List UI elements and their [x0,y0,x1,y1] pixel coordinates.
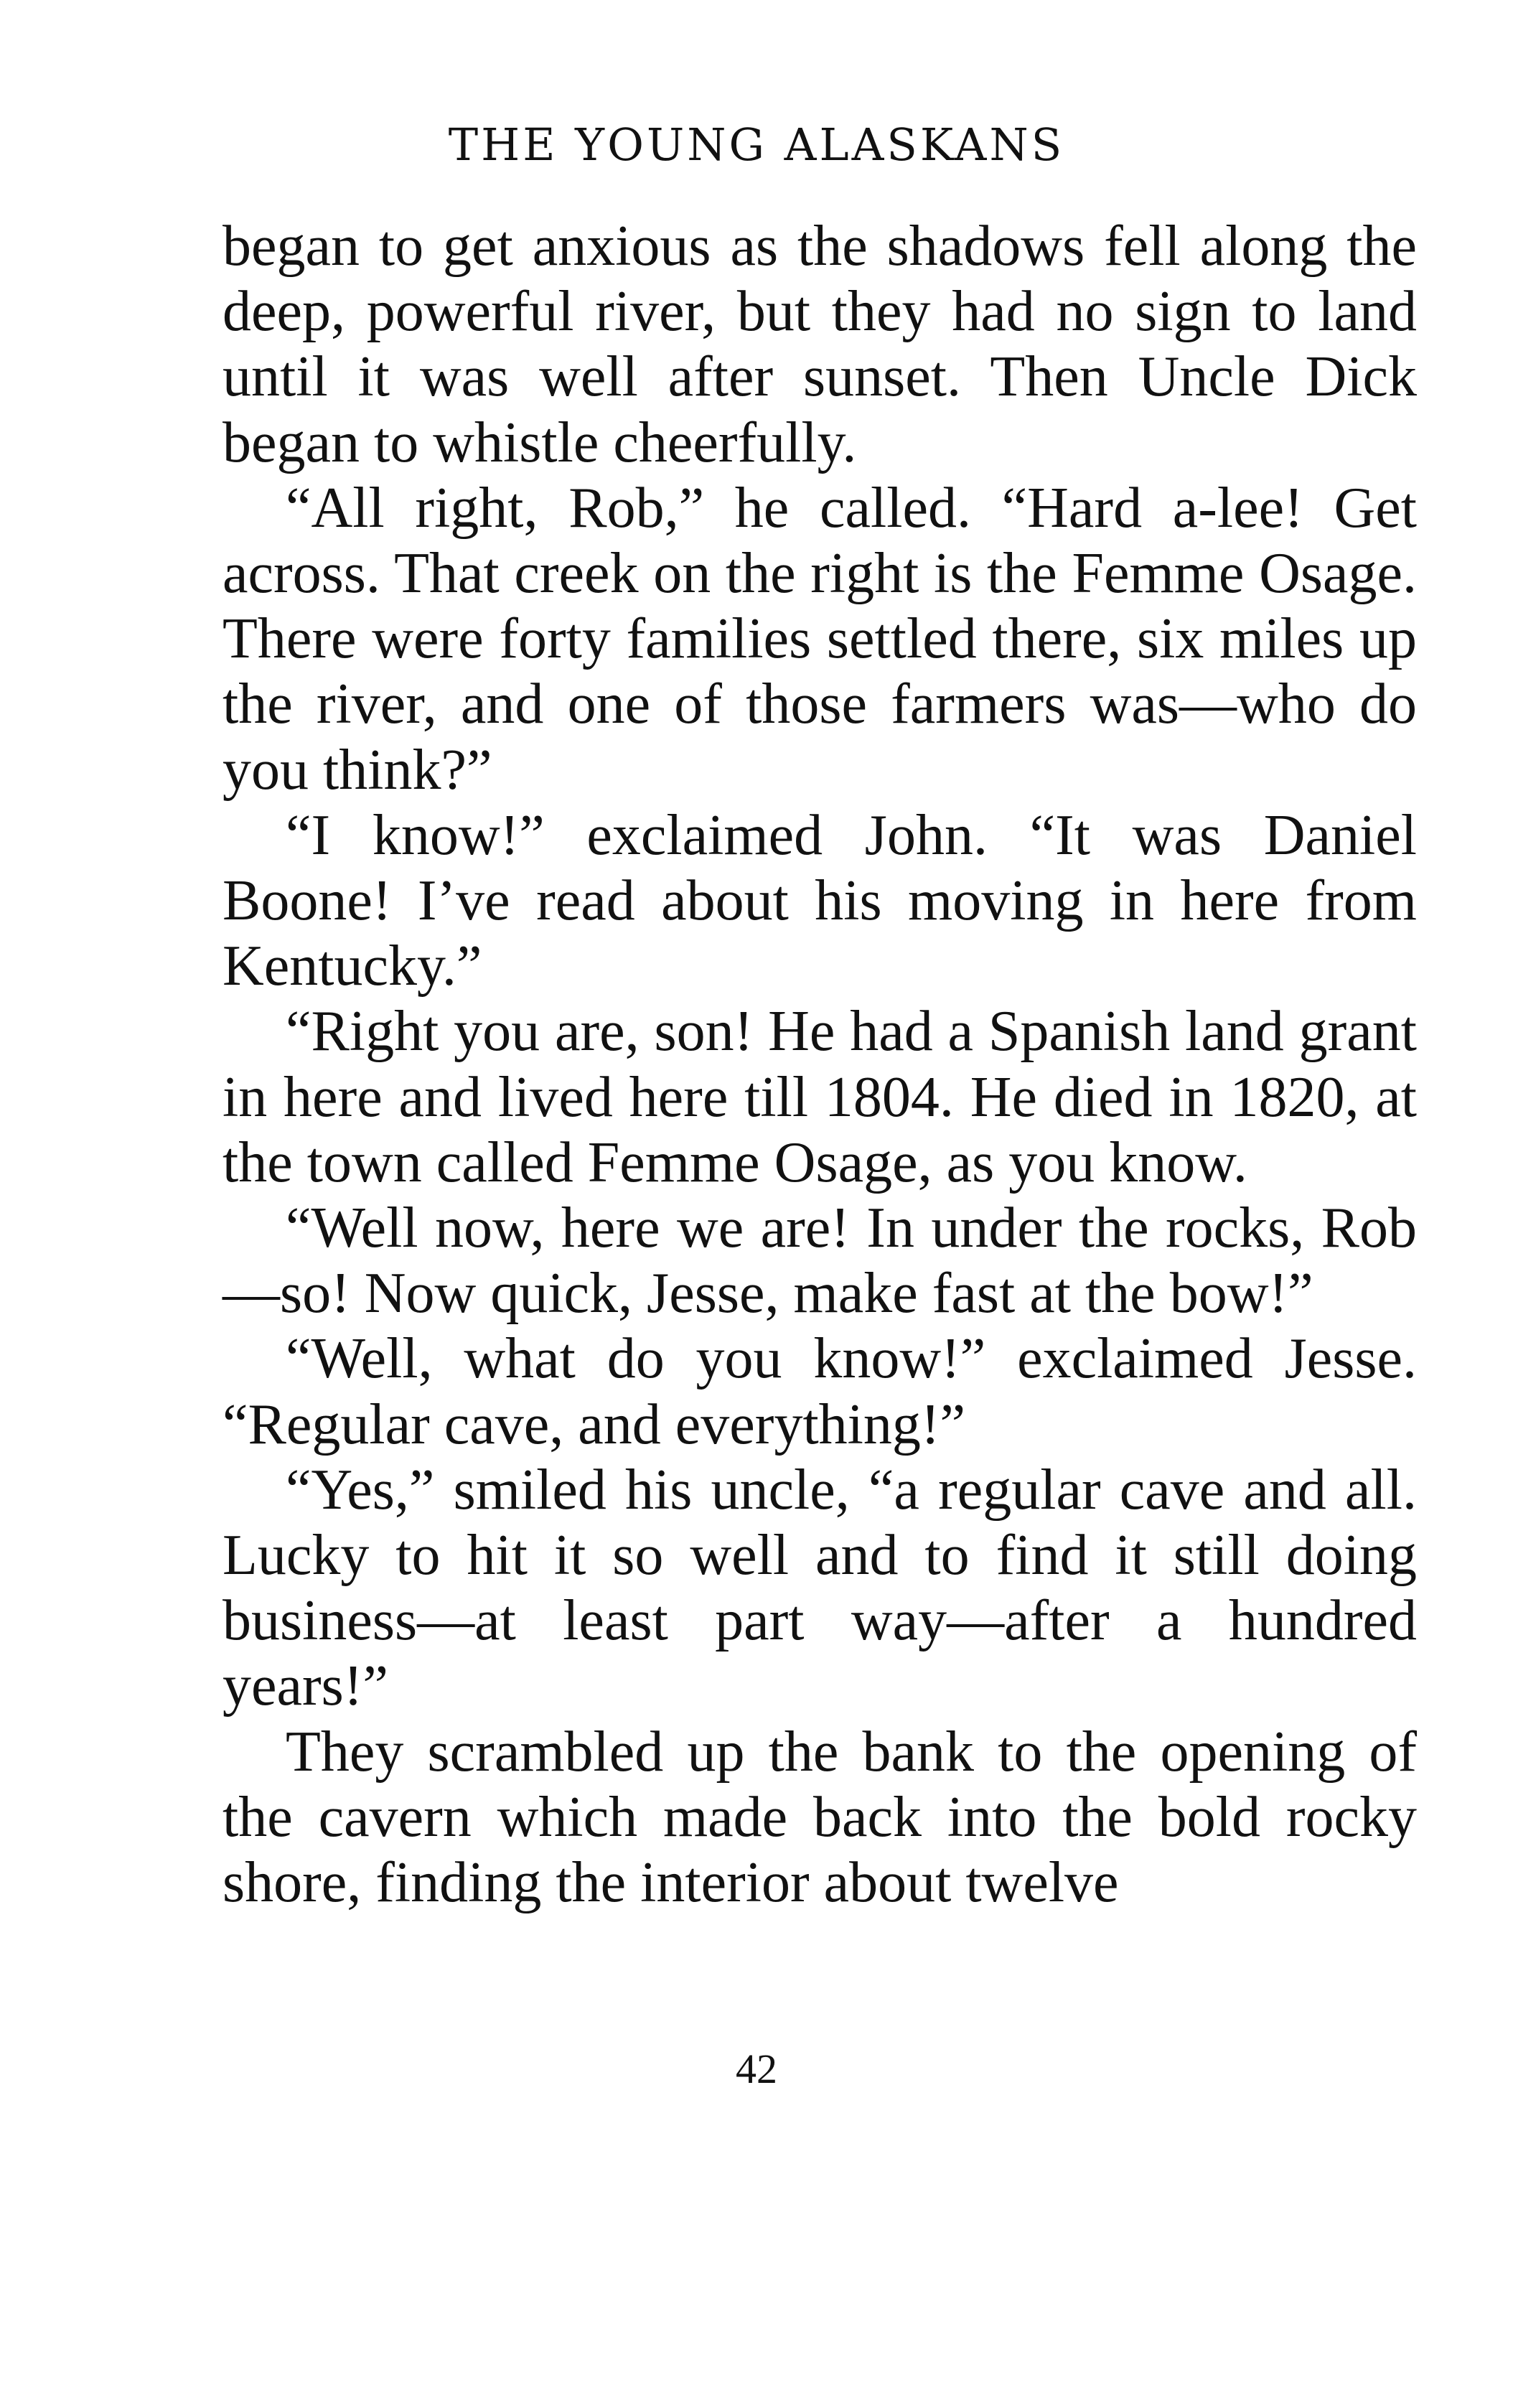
paragraph: They scrambled up the bank to the opening of the cavern which made back into the bold rocky shore, finding the interior about twelve [222,1720,1417,1915]
page-number: 42 [736,2046,777,2092]
paragraph: “Yes,” smiled his uncle, “a regular cave and all. Lucky to hit it so well and to find it still doing business—at least part way—after a hundred years!” [222,1458,1417,1718]
running-head: THE YOUNG ALASKANS [448,118,1065,171]
paragraph: “All right, Rob,” he called. “Hard a-lee! Get across. That creek on the right is the Femme Osage. There were forty families settled there, six miles up the river, and one of those farmers was—who do you think?” [222,476,1417,802]
body-text [222,214,1417,1916]
paragraph-continued: began to get anxious as the shadows fell along the deep, powerful river, but they had no sign to land until it was well after sunset. Then Uncle Dick began to whistle cheerfully. [222,215,1417,474]
paragraph: “Well, what do you know!” exclaimed Jesse. “Regular cave, and everything!” [222,1327,1417,1456]
paragraph: “Well now, here we are! In under the rocks, Rob—so! Now quick, Jesse, make fast at the bow!” [222,1196,1417,1326]
paragraph: “Right you are, son! He had a Spanish land grant in here and lived here till 1804. He died in 1820, at the town called Femme Osage, as you know. [222,1000,1417,1194]
paragraph: “I know!” exclaimed John. “It was Daniel Boone! I’ve read about his moving in here from Kentucky.” [222,803,1417,998]
